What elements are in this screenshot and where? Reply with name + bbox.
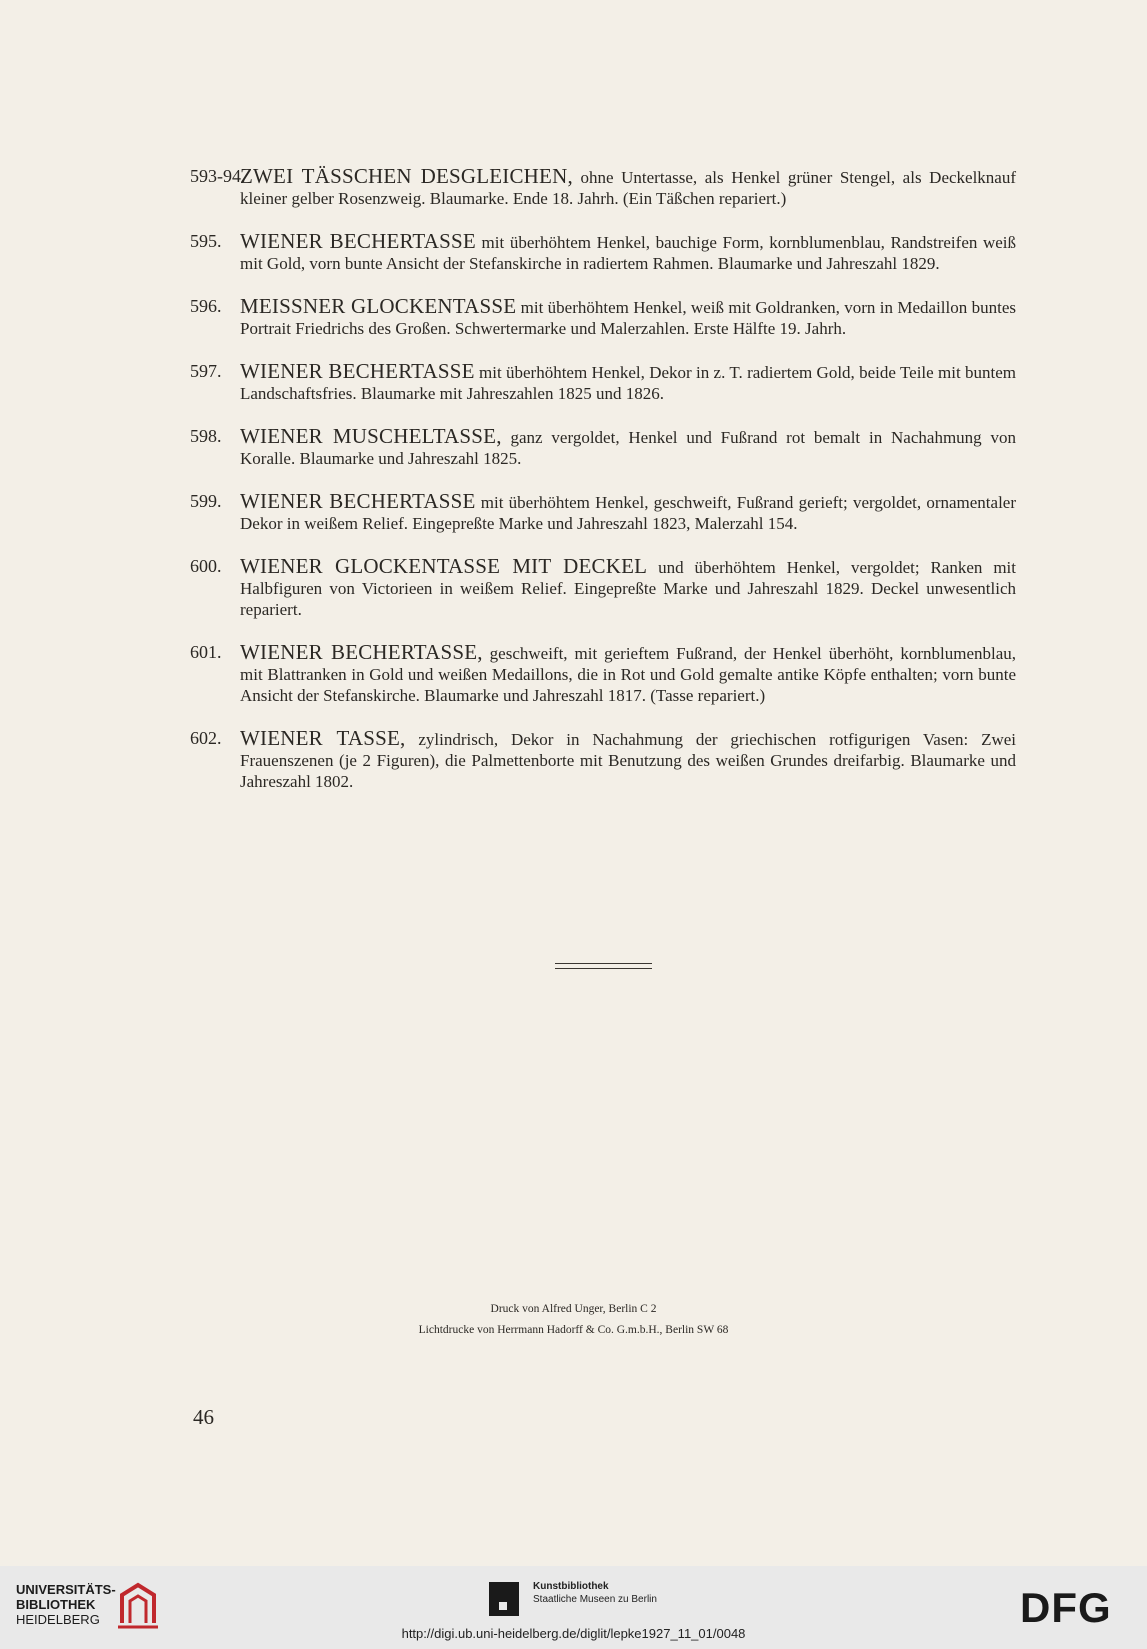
entry-text: ohne Untertasse, als Henkel grüner Stengel, als Deckelknauf kleiner gelber Rosenzweig. Blaumarke. Ende 18. Jahrh. (Ein Täßchen repariert.) (240, 168, 1017, 208)
digitization-footer (0, 1566, 1147, 1649)
entry-text: mit überhöhtem Henkel, geschweift, Fußrand gerieft; vergoldet, ornamentaler Dekor in weißem Relief. Eingepreßte Marke und Jahreszahl 1823, Malerzahl 154. (240, 493, 1017, 533)
entry-number: 600. (190, 556, 222, 576)
catalog-entry (190, 426, 1016, 469)
printer-imprint: Druck von Alfred Unger, Berlin C 2 (490, 1303, 657, 1315)
catalog-entry (190, 728, 1016, 792)
permalink-url[interactable]: http://digi.ub.uni-heidelberg.de/diglit/lepke1927_11_01/0048 (401, 1626, 746, 1641)
uni-heidelberg-logo-icon[interactable] (116, 1579, 160, 1629)
entry-title: WIENER BECHERTASSE (240, 229, 476, 253)
entry-number: 601. (190, 642, 222, 662)
entry-number: 599. (190, 491, 222, 511)
entry-number: 596. (190, 296, 222, 316)
catalog-entry (190, 642, 1016, 706)
double-rule-divider (555, 963, 652, 969)
uni-line-1: UNIVERSITÄTS- (16, 1582, 116, 1597)
kb-line-1: Kunstbibliothek (533, 1581, 609, 1592)
entry-number: 593-94. (190, 166, 246, 186)
entry-title: WIENER BECHERTASSE (240, 489, 476, 513)
catalog-entry (190, 556, 1016, 620)
dfg-logo[interactable]: DFG (1020, 1584, 1112, 1631)
entry-text: ganz vergoldet, Henkel und Fußrand rot bemalt in Nachahmung von Koralle. Blaumarke und Jahreszahl 1825. (240, 428, 1017, 468)
uni-line-3: HEIDELBERG (16, 1612, 100, 1627)
catalog-entry (190, 231, 1016, 274)
entry-text: und überhöhtem Henkel, vergoldet; Ranken mit Halbfiguren von Victorieen in weißem Relief. Eingepreßte Marke und Jahreszahl 1829. Deckel unwesentlich repariert. (240, 558, 1017, 619)
uni-line-2: BIBLIOTHEK (16, 1597, 96, 1612)
kb-line-2: Staatliche Museen zu Berlin (533, 1594, 657, 1605)
page-number: 46 (193, 1405, 214, 1429)
entry-text: mit überhöhtem Henkel, weiß mit Goldranken, vorn in Medaillon buntes Portrait Friedrichs des Großen. Schwertermarke und Malerzahlen. Erste Hälfte 19. Jahrh. (240, 298, 1017, 338)
entry-title: WIENER BECHERTASSE, (240, 640, 483, 664)
entry-number: 597. (190, 361, 222, 381)
entry-number: 595. (190, 231, 222, 251)
kunstbibliothek-label[interactable] (533, 1580, 657, 1606)
entry-title: WIENER BECHERTASSE (240, 359, 475, 383)
entry-number: 602. (190, 728, 222, 748)
catalog-entry (190, 166, 1016, 209)
catalog-entries (190, 166, 1016, 814)
kunstbibliothek-logo-icon[interactable] (487, 1580, 523, 1620)
entry-text: mit überhöhtem Henkel, bauchige Form, kornblumenblau, Randstreifen weiß mit Gold, vorn bunte Ansicht der Stefanskirche in radiertem Rahmen. Blaumarke und Jahreszahl 1829. (240, 233, 1017, 273)
entry-title: ZWEI TÄSSCHEN DESGLEICHEN, (240, 164, 573, 188)
catalog-entry (190, 491, 1016, 534)
entry-title: WIENER GLOCKENTASSE MIT DECKEL (240, 554, 648, 578)
catalog-entry (190, 296, 1016, 339)
entry-number: 598. (190, 426, 222, 446)
entry-title: WIENER MUSCHELTASSE, (240, 424, 502, 448)
entry-title: WIENER TASSE, (240, 726, 406, 750)
uni-heidelberg-wordmark[interactable] (16, 1582, 116, 1627)
entry-title: MEISSNER GLOCKENTASSE (240, 294, 517, 318)
entry-text: geschweift, mit gerieftem Fußrand, der Henkel überhöht, kornblumenblau, mit Blattranken in Gold und weißen Medaillons, die in Rot und Gold gemalte antike Köpfe enthalten; vorn bunte Ansicht der Stefanskirche. Blaumarke und Jahreszahl 1817. (Tasse repariert.) (240, 644, 1017, 705)
entry-text: zylindrisch, Dekor in Nachahmung der griechischen rotfigurigen Vasen: Zwei Frauenszenen (je 2 Figuren), die Palmettenborte mit Benutzung des weißen Grundes dreifarbig. Blaumarke und Jahreszahl 1802. (240, 730, 1016, 791)
entry-text: mit überhöhtem Henkel, Dekor in z. T. radiertem Gold, beide Teile mit buntem Landschaftsfries. Blaumarke mit Jahreszahlen 1825 und 1826. (240, 363, 1017, 403)
catalog-entry (190, 361, 1016, 404)
collotype-imprint: Lichtdrucke von Herrmann Hadorff & Co. G.m.b.H., Berlin SW 68 (418, 1324, 729, 1336)
